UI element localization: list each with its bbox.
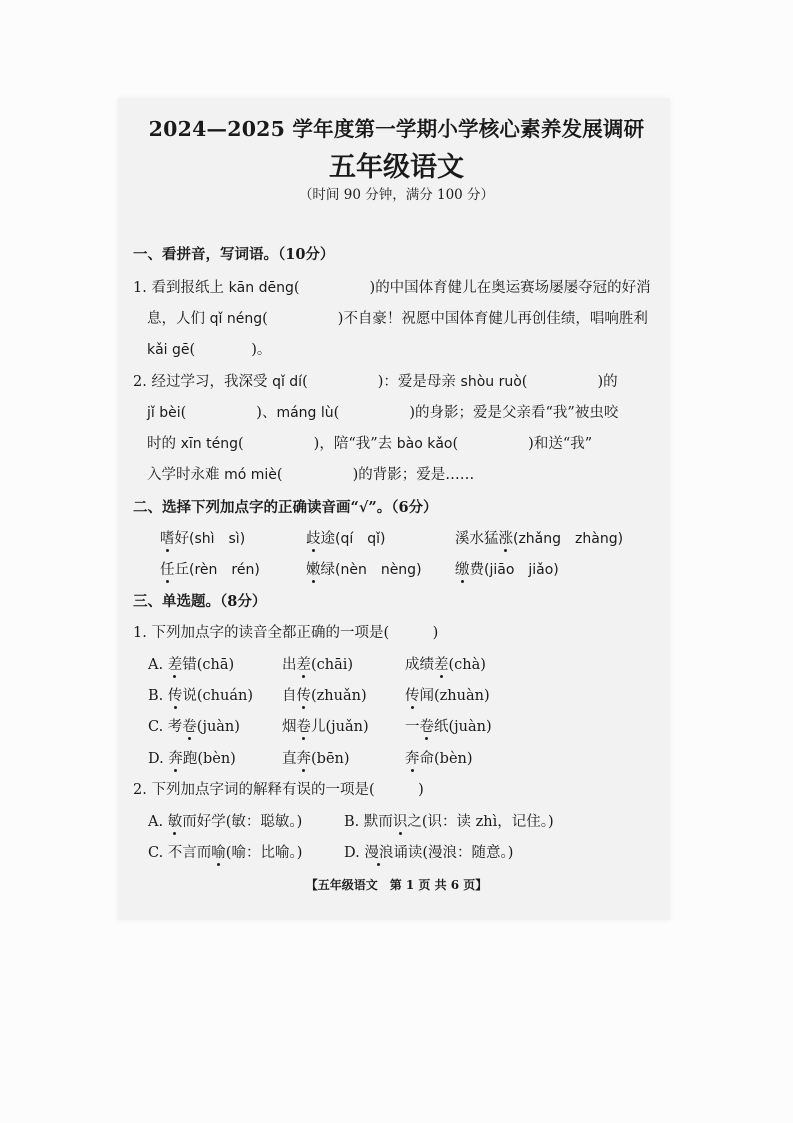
text: 的中国体育健儿在奥运赛场屡屡夺冠的好消 <box>375 280 651 296</box>
text: 儿(juǎn) <box>311 719 369 735</box>
text: 途 <box>320 531 335 547</box>
dotted-char: 奔 <box>168 751 183 767</box>
text: 纸(juàn) <box>434 719 492 735</box>
pinyin-options[interactable]: (rèn rén) <box>189 562 260 578</box>
mc-q1-option-cell[interactable] <box>148 653 234 674</box>
pinyin: bào kǎo <box>396 436 453 452</box>
dotted-char: 歧 <box>306 531 321 547</box>
text: 烟 <box>282 719 297 735</box>
mc-q1-option-cell[interactable] <box>148 715 240 736</box>
pinyin: jǐ bèi <box>147 405 181 421</box>
text: 费 <box>469 562 484 578</box>
pinyin-options[interactable]: (qí qǐ) <box>335 531 386 547</box>
pron-item <box>306 527 385 548</box>
text: C. 不言而 <box>148 845 212 861</box>
text: ：爱是母亲 <box>383 374 461 390</box>
text: 出 <box>282 657 297 673</box>
text: 跑(bèn) <box>182 751 236 767</box>
pinyin: shòu ruò <box>460 374 522 390</box>
text: 丘 <box>174 562 189 578</box>
mc-q1-stem: 1. 下列加点字的读音全都正确的一项是( ) <box>133 625 439 641</box>
q2-line4: 入学时永难 mó miè( )的背影；爱是…… <box>147 467 475 483</box>
dotted-char: 识 <box>392 814 408 830</box>
dotted-char: 嗜 <box>160 531 175 547</box>
text: (喻：比喻。) <box>225 845 303 861</box>
text: 息，人们 <box>147 311 210 327</box>
mc-q1-option-cell <box>405 747 473 768</box>
mc-q2-option[interactable] <box>344 841 513 862</box>
text: 2. 经过学习，我深受 <box>133 374 273 390</box>
dotted-char: 差 <box>296 657 311 673</box>
text: 不自豪！祝愿中国体育健儿再创佳绩，唱响胜利 <box>343 311 648 327</box>
text: 命(bèn) <box>419 751 473 767</box>
pinyin-options[interactable]: (jiāo jiǎo) <box>484 562 559 578</box>
pinyin-options[interactable]: (zhǎng zhàng) <box>513 531 624 547</box>
text: 1. 看到报纸上 <box>133 280 229 296</box>
q1-line2: 息，人们 qǐ néng( )不自豪！祝愿中国体育健儿再创佳绩，唱响胜利 <box>147 311 648 327</box>
text: (bēn) <box>311 751 350 767</box>
dotted-char: 卷 <box>182 719 197 735</box>
mc-q2-option[interactable] <box>148 841 302 862</box>
text: (juàn) <box>196 719 240 735</box>
text: 之(识：读 zhì，记住。) <box>407 814 554 830</box>
text: 错(chā) <box>182 657 235 673</box>
dotted-char: 卷 <box>419 719 434 735</box>
dotted-char: 任 <box>160 562 175 578</box>
mc-q2-option[interactable] <box>344 810 554 831</box>
text: 溪水猛 <box>455 531 499 547</box>
pinyin-options[interactable]: (nèn nèng) <box>335 562 422 578</box>
q2-line2: jǐ bèi( )、máng lù( )的身影；爱是父亲看“我”被虫咬 <box>147 405 619 421</box>
text: 直 <box>282 751 297 767</box>
page-footer: 【五年级语文 第 1 页 共 6 页】 <box>305 878 488 892</box>
text: D. <box>148 751 169 767</box>
mc-q1-option-cell[interactable] <box>148 684 253 705</box>
section1-heading: 一、看拼音，写词语。（10分） <box>133 246 335 263</box>
dotted-char: 缴 <box>455 562 470 578</box>
q2-line1: 2. 经过学习，我深受 qǐ dí( )：爱是母亲 shòu ruò( )的 <box>133 374 618 390</box>
text: B. <box>148 688 168 704</box>
exam-title: 2024—2025 学年度第一学期小学核心素养发展调研 <box>148 117 645 141</box>
dotted-char: 传 <box>167 688 183 704</box>
pinyin: xīn téng <box>180 436 238 452</box>
dotted-char: 奔 <box>296 751 311 767</box>
q2-line3: 时的 xīn téng( )，陪“我”去 bào kǎo( )和送“我” <box>147 436 593 452</box>
text: D. <box>344 845 365 861</box>
pron-item <box>160 558 260 579</box>
q1-line1: 1. 看到报纸上 kān dēng( )的中国体育健儿在奥运赛场屡屡夺冠的好消 <box>133 280 651 296</box>
text: (chà) <box>448 657 486 673</box>
dotted-char: 敏 <box>167 814 183 830</box>
dotted-char: 差 <box>167 657 183 673</box>
pinyin: kǎi gē <box>147 342 190 358</box>
dotted-char: 喻 <box>211 845 226 861</box>
section3-heading: 三、单选题。（8分） <box>133 593 267 610</box>
exam-info: （时间 90 分钟，满分 100 分） <box>298 187 495 203</box>
pron-item <box>160 527 245 548</box>
pron-item <box>455 558 559 579</box>
pinyin: máng lù <box>276 405 334 421</box>
text: 诵读(漫浪：随意。) <box>393 845 514 861</box>
dotted-char: 涨 <box>498 531 513 547</box>
q1-line3: kǎi gē( )。 <box>147 342 272 358</box>
text: (chāi) <box>311 657 354 673</box>
mc-q1-option-cell <box>282 684 367 705</box>
dotted-char: 传 <box>296 688 311 704</box>
text: A. <box>148 814 168 830</box>
mc-q1-option-cell <box>405 715 492 736</box>
section2-heading: 二、选择下列加点字的正确读音画“√”。（6分） <box>133 499 438 516</box>
mc-q2-option[interactable] <box>148 810 302 831</box>
mc-q1-option-cell <box>405 653 486 674</box>
text: 。 <box>256 342 272 358</box>
text: ，陪“我”去 <box>319 436 397 452</box>
dotted-char: 卷 <box>296 719 311 735</box>
text: 、 <box>261 405 277 421</box>
dotted-char: 奔 <box>405 751 420 767</box>
text: 的 <box>603 374 618 390</box>
pinyin: mó miè <box>224 467 277 483</box>
text: 自 <box>282 688 297 704</box>
text: B. 默而 <box>344 814 393 830</box>
text: 闻(zhuàn) <box>419 688 490 704</box>
pinyin: qǐ dí <box>272 374 303 390</box>
mc-q1-option-cell <box>282 747 350 768</box>
text: 说(chuán) <box>182 688 253 704</box>
mc-q1-option-cell <box>282 653 353 674</box>
pinyin-options[interactable]: (shì sì) <box>189 531 246 547</box>
dotted-char: 差 <box>434 657 449 673</box>
text: 的背影；爱是…… <box>358 467 475 483</box>
subject-title: 五年级语文 <box>329 152 464 183</box>
text: A. <box>148 657 168 673</box>
text: (zhuǎn) <box>311 688 367 704</box>
text: 和送“我” <box>533 436 593 452</box>
text: 一 <box>405 719 420 735</box>
dotted-char: 嫩 <box>306 562 321 578</box>
pron-item <box>455 527 623 548</box>
text: 绿 <box>320 562 335 578</box>
pinyin: kān dēng <box>228 280 294 296</box>
text: 而好学(敏：聪敏。) <box>182 814 303 830</box>
dotted-char: 漫浪 <box>364 845 394 861</box>
text: 成绩 <box>405 657 434 673</box>
text: 时的 <box>147 436 181 452</box>
mc-q2-stem: 2. 下列加点字词的解释有误的一项是( ) <box>133 782 424 798</box>
pron-item <box>306 558 422 579</box>
pinyin: qǐ néng <box>209 311 263 327</box>
mc-q1-option-cell <box>405 684 490 705</box>
text: C. 考 <box>148 719 183 735</box>
text: 入学时永难 <box>147 467 225 483</box>
text: 好 <box>174 531 189 547</box>
mc-q1-option-cell <box>282 715 369 736</box>
mc-q1-option-cell[interactable] <box>148 747 236 768</box>
text: 的身影；爱是父亲看“我”被虫咬 <box>415 405 619 421</box>
dotted-char: 传 <box>405 688 420 704</box>
